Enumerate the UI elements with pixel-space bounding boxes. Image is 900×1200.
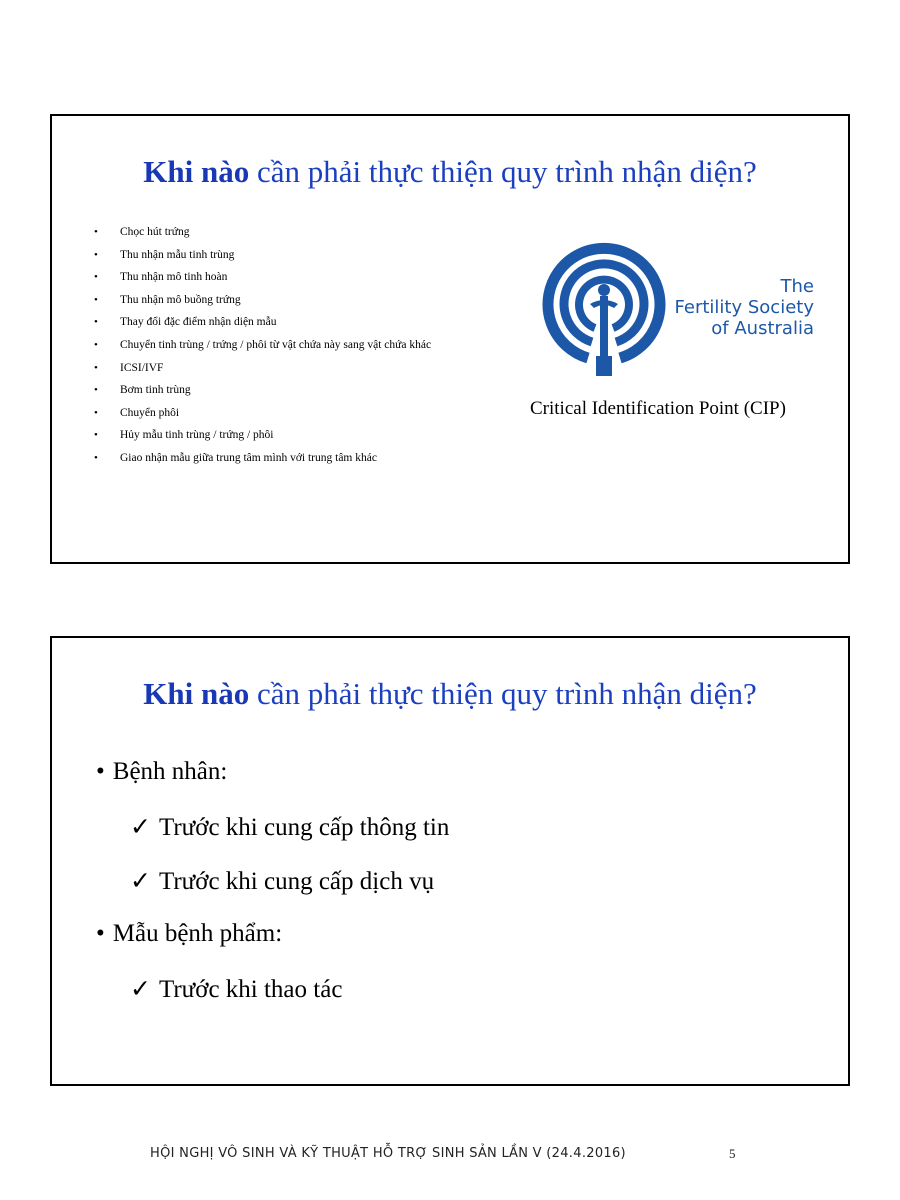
list-item-text: Thay đổi đặc điểm nhận diện mẫu (120, 316, 277, 329)
slide-1 (50, 114, 850, 564)
sub-item (130, 866, 434, 896)
list-item (94, 382, 431, 405)
list-item-text: Hủy mẫu tinh trùng / trứng / phôi (120, 429, 274, 442)
list-item-text: Giao nhận mẫu giữa trung tâm mình với trung tâm khác (120, 451, 377, 464)
title-rest: cần phải thực thiện quy trình nhận diện? (249, 676, 757, 711)
fertility-society-logo (534, 238, 814, 378)
list-item (94, 360, 431, 383)
list-item (94, 405, 431, 428)
list-item-text: Chuyển tinh trùng / trứng / phôi từ vật chứa này sang vật chứa khác (120, 338, 432, 351)
list-item (94, 269, 431, 292)
list-item-text: Chuyển phôi (120, 406, 180, 419)
logo-line-the: The (780, 276, 814, 297)
bullet-icon: • (94, 361, 98, 374)
sub-item-text: Trước khi cung cấp dịch vụ (158, 868, 435, 895)
list-item-text: Chọc hút trứng (120, 226, 190, 238)
bullet-icon: • (94, 429, 98, 442)
list-item (94, 450, 431, 473)
list-item (94, 314, 431, 337)
sub-item (130, 812, 449, 842)
group-specimen (96, 920, 282, 948)
sub-item (130, 974, 342, 1004)
logo-wordmark (664, 276, 814, 339)
bullet-icon: • (94, 316, 98, 329)
logo-line-fertility-society: Fertility Society (674, 297, 814, 318)
bullet-icon: • (94, 384, 98, 397)
bullet-icon: • (94, 226, 98, 238)
list-item (94, 427, 431, 450)
bullet-icon: • (96, 758, 105, 785)
bullet-icon: • (94, 451, 98, 464)
title-bold: Khi nào (143, 154, 250, 189)
page-number: 5 (729, 1146, 736, 1161)
title-rest: cần phải thực thiện quy trình nhận diện? (249, 154, 757, 189)
bullet-icon: • (94, 406, 98, 419)
slide-title (52, 154, 848, 190)
sub-item-text: Trước khi thao tác (158, 976, 343, 1003)
group-patient (96, 758, 227, 786)
title-bold: Khi nào (143, 676, 250, 711)
group-label: Bệnh nhân: (112, 758, 228, 785)
slide-2 (50, 636, 850, 1086)
logo-line-of-australia: of Australia (711, 318, 814, 339)
bullet-icon: • (96, 920, 105, 947)
list-item-text: Thu nhận mô tinh hoàn (120, 271, 228, 284)
list-item-text: Thu nhận mẫu tinh trùng (120, 248, 235, 261)
checkmark-icon: ✓ (130, 976, 151, 1003)
checkmark-icon: ✓ (130, 868, 151, 895)
footer-conference: HỘI NGHỊ VÔ SINH VÀ KỸ THUẬT HỖ TRỢ SINH SẢN LẦN V (24.4.2016) (150, 1146, 626, 1161)
checkmark-icon: ✓ (130, 814, 151, 841)
list-item (94, 224, 431, 247)
identification-list (52, 638, 848, 1084)
list-item-text: ICSI/IVF (120, 361, 164, 374)
sub-item-text: Trước khi cung cấp thông tin (158, 814, 450, 841)
list-item (94, 247, 431, 270)
bullet-icon: • (94, 248, 98, 261)
group-label: Mẫu bệnh phẩm: (112, 920, 283, 947)
bullet-icon: • (94, 293, 98, 306)
cip-caption: Critical Identification Point (CIP) (530, 398, 786, 419)
cip-list (94, 224, 431, 473)
labyrinth-logo-icon (534, 238, 674, 378)
list-item (94, 292, 431, 315)
list-item-text: Bơm tinh trùng (120, 384, 191, 397)
bullet-icon: • (94, 338, 98, 351)
list-item (94, 337, 431, 360)
bullet-icon: • (94, 271, 98, 284)
list-item-text: Thu nhận mô buồng trứng (120, 293, 241, 306)
